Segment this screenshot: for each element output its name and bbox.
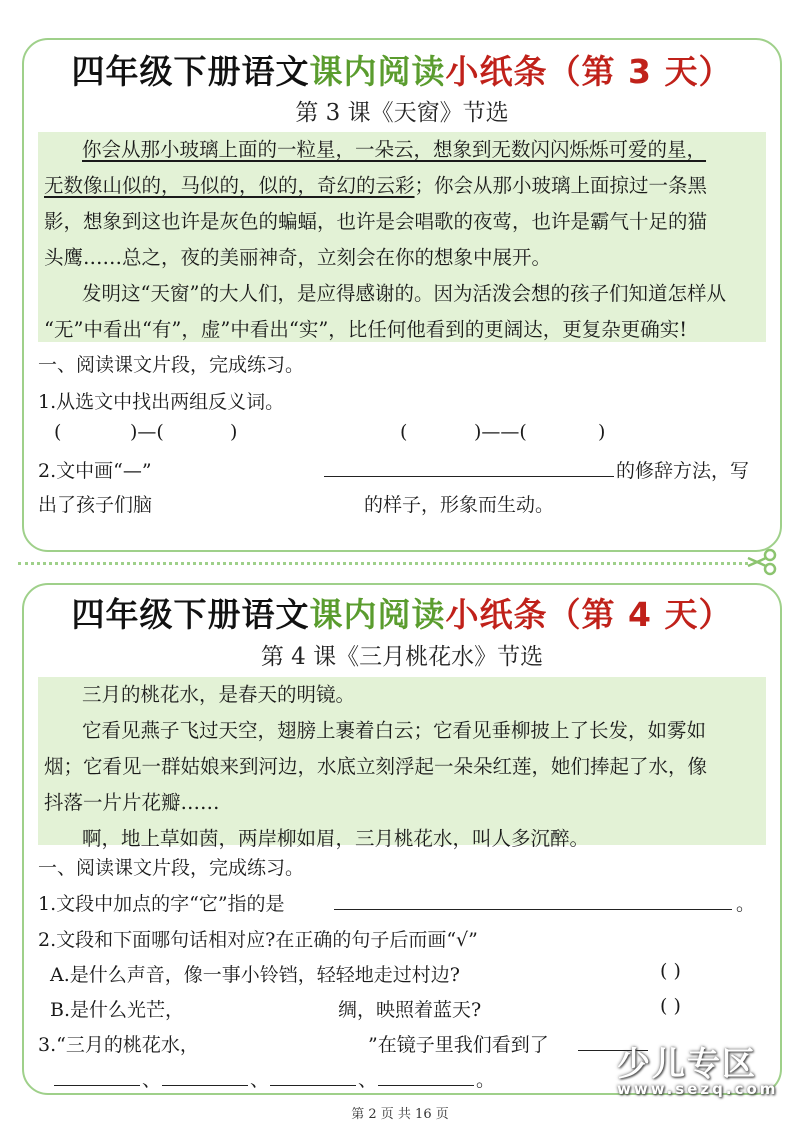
title-note: 小纸条 — [445, 595, 548, 634]
question-2: 2.文段和下面哪句话相对应?在正确的句子后而画“√” — [38, 929, 478, 951]
reading-card-day3: 四年级下册语文课内阅读小纸条（第 3 天） 第 3 课《天窗》节选 你会从那小玻璃上面的一粒星，一朵云，想象到无数闪闪烁烁可爱的星， 无数像山似的，马似的，似的，奇幻的云彩；你会从那小玻璃上面掠过一条黑 影，想象到这也许是灰色的蝙蝠，也许是会唱歌的夜莺，也许是霸气十足的猫 头鹰……总之，夜的美丽神奇，立刻会在你的想象中展开。 发明这“天窗”的大人们，是应得感谢的。因为活泼会想的孩子们知道怎样从 “无”中看出“有”，虚”中看出“实”，比任何他看到的更阔达，更复杂更确实! 一、阅读课文片段，完成练习。 1.从选文中找出两组反义词。 ( )—( ) ( )——( ) 2.文中画“—” 的修辞方法，写 出了孩子们脑 的样子，形象而生动。 — [22, 38, 782, 552]
answer-blank[interactable] — [54, 1065, 140, 1086]
site-watermark — [595, 1038, 785, 1104]
passage-line: 你会从那小玻璃上面的一粒星，一朵云，想象到无数闪闪烁烁可爱的星， — [82, 138, 707, 161]
exercise-heading: 一、阅读课文片段，完成练习。 — [38, 354, 305, 376]
card-title — [24, 46, 780, 93]
passage-line: 影，想象到这也许是灰色的蝙蝠，也许是会唱歌的夜莺，也许是霸气十足的猫 — [44, 210, 708, 233]
passage-line: 三月的桃花水，是春天的明镜。 — [82, 683, 356, 706]
title-day: （第 3 天） — [547, 52, 733, 91]
option-a: A.是什么声音，像一事小铃铛，轻轻地走过村边? ( ) — [50, 960, 681, 986]
passage-line: 头鹰……总之，夜的美丽神奇，立刻会在你的想象中展开。 — [44, 246, 552, 269]
passage-line: “无”中看出“有”，虚”中看出“实”，比任何他看到的更阔达，更复杂更确实! — [44, 318, 688, 341]
answer-blank[interactable] — [378, 1065, 474, 1086]
scissors-icon — [746, 548, 778, 576]
option-b: B.是什么光芒， 绸，映照着蓝天? ( ) — [50, 995, 681, 1021]
exercise-heading: 一、阅读课文片段，完成练习。 — [38, 857, 305, 879]
watermark-title: 少儿专区 — [617, 1044, 757, 1083]
answer-blank[interactable] — [162, 1065, 248, 1086]
answer-parens[interactable]: ( ) — [660, 960, 681, 982]
title-reading: 课内阅读 — [309, 52, 446, 91]
question-1: 1.文段中加点的字“它”指的是 。 — [38, 889, 768, 916]
answer-blank[interactable] — [334, 889, 732, 910]
answer-blank[interactable] — [324, 456, 614, 477]
title-grade: 四年级下册语文 — [71, 52, 310, 91]
answer-blank[interactable] — [270, 1065, 356, 1086]
question-2: 2.文中画“—” 的修辞方法，写 — [38, 456, 768, 483]
passage-line: 烟；它看见一群姑娘来到河边，水底立刻浮起一朵朵红莲，她们捧起了水，像 — [44, 755, 708, 778]
title-reading: 课内阅读 — [309, 595, 446, 634]
lesson-title: 第 3 课《天窗》节选 — [295, 100, 509, 126]
reading-card-day4: 四年级下册语文课内阅读小纸条（第 4 天） 第 4 课《三月桃花水》节选 三月的桃花水，是春天的明镜。 它看见燕子飞过天空，翅膀上裹着白云；它看见垂柳披上了长发，如雾如 烟；它看见一群姑娘来到河边，水底立刻浮起一朵朵红莲，她们捧起了水，像 抖落一片片花瓣…… 啊，地上草如茵，两岸柳如眉，三月桃花水，叫人多沉醉。 一、阅读课文片段，完成练习。 1.文段中加点的字“它”指的是 。 2.文段和下面哪句话相对应?在正确的句子后而画“√” A.是什么声音，像一事小铃铛，轻轻地走过村边? ( ) B.是什么光芒， 绸，映照着蓝天? ( ) 3.“三月的桃花水， ”在镜子里我们看到了 、 、 、 。 — [22, 583, 782, 1095]
watermark-url: www.sezq.com — [617, 1080, 779, 1098]
cut-divider — [18, 562, 748, 565]
title-note: 小纸条 — [445, 52, 548, 91]
question-1: 1.从选文中找出两组反义词。 — [38, 391, 285, 413]
card-title — [24, 589, 780, 636]
question-3: 3.“三月的桃花水， ”在镜子里我们看到了 — [38, 1030, 768, 1057]
title-grade: 四年级下册语文 — [71, 595, 310, 634]
answer-parens[interactable]: ( ) — [660, 995, 681, 1017]
title-day: （第 4 天） — [547, 595, 733, 634]
page-footer: 第 2 页 共 16 页 — [351, 1107, 449, 1122]
passage-line: 抖落一片片花瓣…… — [44, 791, 220, 814]
passage-excerpt — [38, 677, 766, 850]
passage-line: 它看见燕子飞过天空，翅膀上裹着白云；它看见垂柳披上了长发，如雾如 — [82, 719, 707, 742]
question-2-cont: 出了孩子们脑 的样子，形象而生动。 — [38, 494, 555, 516]
lesson-title: 第 4 课《三月桃花水》节选 — [260, 644, 544, 670]
passage-line: 无数像山似的，马似的，似的，奇幻的云彩；你会从那小玻璃上面掠过一条黑 — [44, 174, 708, 197]
passage-line: 啊，地上草如茵，两岸柳如眉，三月桃花水，叫人多沉醉。 — [82, 827, 590, 850]
passage-excerpt — [38, 132, 766, 342]
passage-line: 发明这“天窗”的大人们，是应得感谢的。因为活泼会想的孩子们知道怎样从 — [82, 282, 726, 305]
